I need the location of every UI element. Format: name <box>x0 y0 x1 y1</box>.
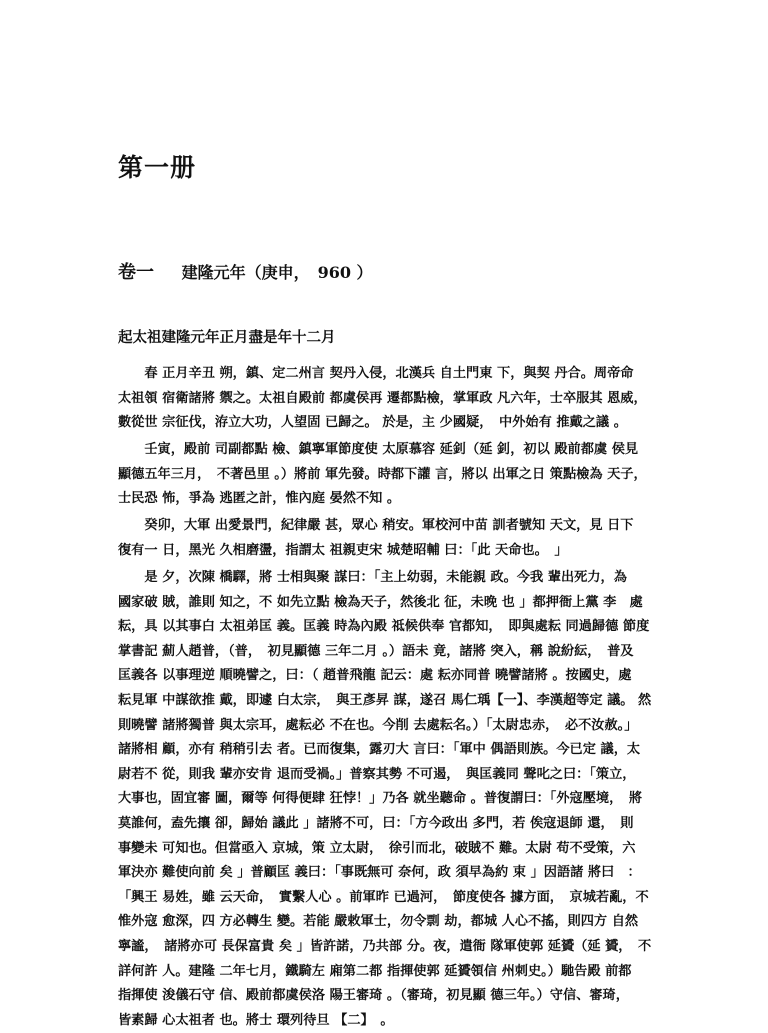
text-line: 是 夕，次陳 橋驛，將 士相與聚 謀曰：「主上幼弱，未能親 政。今我 輩出死力，為 <box>118 570 627 585</box>
text-line: 指揮使 浚儀石守 信、殿前都虞侯洛 陽王審琦 。（審琦，初見顯 德三年。）守信、審琦， <box>118 988 629 1004</box>
text-line: 耘，具 以其事白 太祖弟匡 義。匡義 時為內殿 祗候供奉 官都知， 即與處耘 同過歸德 節度 <box>118 619 650 635</box>
text-line: 皆素歸 心太祖者 也。將士 環列待旦 【二】 。 <box>118 1012 394 1028</box>
chapter-title: 建隆元年（庚申， 960 ） <box>181 263 373 282</box>
text-line: 莫誰何，盍先攘 卻，歸始 議此 」諸將不可，曰：「方今政出 多門，若 俟寇退師 還， 則 <box>118 815 634 831</box>
text-line: 壬寅，殿前 司副都點 檢、鎮寧軍節度使 太原慕容 延釗（延 釗，初以 殿前都虞 侯見 <box>118 442 639 457</box>
paragraph-1 <box>118 362 658 436</box>
text-line: 太祖領 宿衛諸將 禦之。太祖自殿前 都虞侯再 遷都點檢，掌軍政 凡六年，士卒服其 恩威， <box>118 390 647 406</box>
text-line: 詳何許 人。建隆 二年七月，鐵騎左 廂第二都 指揮使郭 延贇領信 州刺史。）馳告殿 前都 <box>118 963 632 979</box>
text-line: 顯德五年三月， 不著邑里 。）將前 軍先發。時都下讙 言，將以 出軍之日 策點檢為 天子， <box>118 466 647 482</box>
text-line: 事變未 可知也。但當亟入 京城，策 立太尉， 徐引而北，破賊不 難。太尉 苟不受策，六 <box>118 840 636 856</box>
text-line: 寧謐， 諸將亦可 長保富貴 矣 」皆許諾，乃共部 分。夜，遣衙 隊軍使郭 延贇（延 贇， 不 <box>118 938 652 954</box>
paragraph-2 <box>118 438 658 512</box>
text-line: 尉若不 從，則我 輩亦安肯 退而受禍。」普察其勢 不可遏， 與匡義同 聲叱之曰：「策立， <box>118 766 636 782</box>
paragraph-4 <box>118 566 658 1033</box>
text-line: 國家破 賊，誰則 知之，不 如先立點 檢為天子，然後北 征，未晚 也 」都押衙上黨 李 處 <box>118 594 643 610</box>
text-line: 軍決亦 難使向前 矣 」普顧匡 義曰：「事既無可 奈何，政 須早為約 束 」因語諸 將曰 ： <box>118 865 641 881</box>
text-line: 大事也，固宜審 圖，爾等 何得便肆 狂悖！」乃各 就坐聽命 。普復謂曰：「外寇壓境， 將 <box>118 791 643 807</box>
text-line: 癸卯，大軍 出愛景門，紀律嚴 甚，眾心 稍安。軍校河中苗 訓者號知 天文，見 日下 <box>118 518 634 533</box>
paragraph-3 <box>118 514 658 563</box>
text-line: 掌書記 薊人趙普，（普， 初見顯德 三年二月 。）語未 竟，諸將 突入，稱 說紛紜， 普及 <box>118 643 634 659</box>
volume-title: 第一册 <box>118 153 197 182</box>
text-line: 士民恐 怖，爭為 逃匿之計，惟內庭 晏然不知 。 <box>118 491 401 507</box>
chapter-heading <box>118 258 373 284</box>
text-line: 惟外寇 愈深，四 方必轉生 變。若能 嚴敕軍士，勿令剽 劫，都城 人心不搖，則四方 自然 <box>118 914 639 930</box>
text-line: 耘見軍 中謀欲推 戴，即遽 白太宗， 與王彥昇 謀，遂召 馬仁瑀【一】、李漢超等定 議。 然 <box>118 692 652 708</box>
text-line: 諸將相 顧，亦有 稍稍引去 者。已而復集，露刃大 言曰：「軍中 偶語則族。今已定 議，太 <box>118 742 641 758</box>
text-line: 則曉譬 諸將獨普 與太宗耳，處耘必 不在也。今削 去處耘名。）「太尉忠赤， 必不汝赦。」 <box>118 717 638 733</box>
text-line: 「興王 易姓，雖 云天命， 實繫人心 。前軍昨 已過河， 節度使各 據方面， 京城若亂，不 <box>118 889 649 905</box>
text-line: 數從世 宗征伐，洊立大功，人望固 已歸之。 於是，主 少國疑， 中外始有 推戴之議 。 <box>118 415 627 431</box>
chapter-label: 卷一 <box>118 262 154 283</box>
text-line: 匡義各 以事理逆 順曉譬之，曰：（ 趙普飛龍 記云：處 耘亦同普 曉譬諸將 。按國史，處 <box>118 668 632 684</box>
section-heading: 起太祖建隆元年正月盡是年十二月 <box>118 329 336 346</box>
text-line: 復有一 日，黑光 久相磨盪，指謂太 祖親吏宋 城楚昭輔 曰：「此 天命也。 」 <box>118 542 568 558</box>
text-line: 春 正月辛丑 朔，鎮、定二州言 契丹入侵，北漢兵 自土門東 下，與契 丹合。周帝命 <box>118 366 634 381</box>
